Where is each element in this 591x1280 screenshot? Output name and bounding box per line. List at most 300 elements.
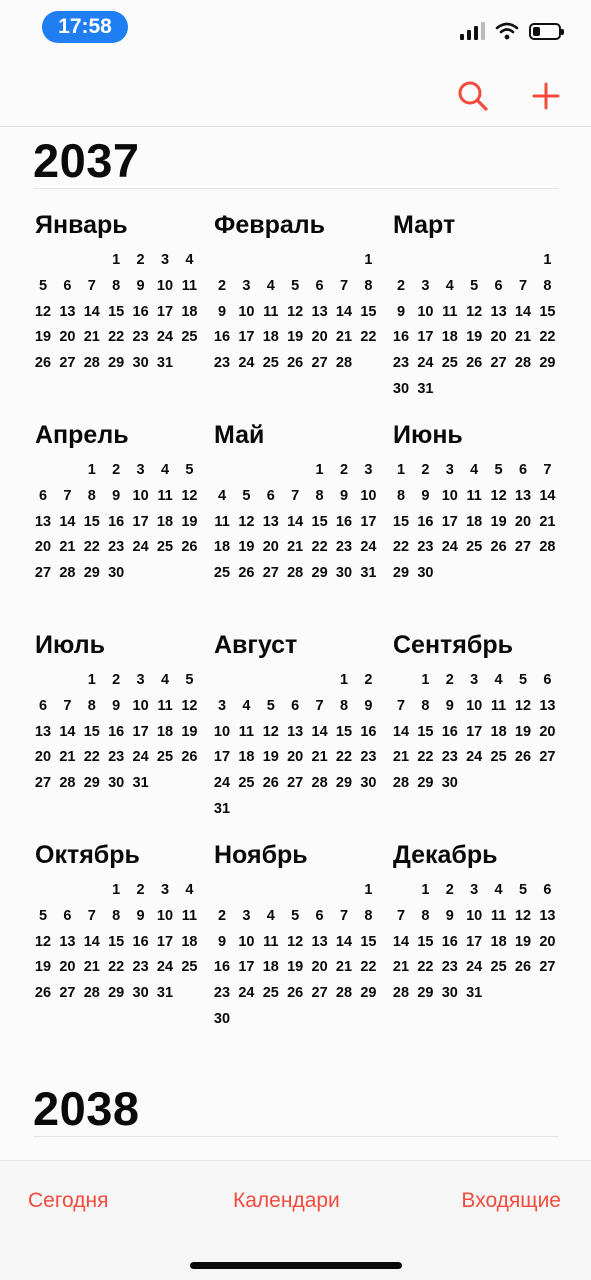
home-indicator[interactable] <box>190 1262 402 1269</box>
day-cell[interactable]: 29 <box>311 565 328 582</box>
day-cell[interactable]: 22 <box>108 959 125 976</box>
day-cell[interactable]: 26 <box>262 775 279 792</box>
day-cell[interactable]: 16 <box>108 513 125 530</box>
day-cell[interactable]: 21 <box>392 959 410 976</box>
day-cell[interactable]: 8 <box>339 697 349 714</box>
day-cell[interactable]: 3 <box>160 252 170 268</box>
day-cell[interactable]: 1 <box>112 882 121 898</box>
day-cell[interactable]: 15 <box>311 513 328 530</box>
day-cell[interactable]: 14 <box>335 303 353 320</box>
day-cell[interactable]: 25 <box>181 959 198 976</box>
day-cell[interactable]: 28 <box>287 565 304 582</box>
day-cell[interactable]: 16 <box>360 723 377 740</box>
day-cell[interactable]: 20 <box>287 749 304 766</box>
day-cell[interactable]: 12 <box>287 933 304 950</box>
day-cell[interactable]: 27 <box>490 355 507 372</box>
day-cell[interactable]: 24 <box>441 539 458 556</box>
day-cell[interactable]: 20 <box>311 959 328 976</box>
day-cell[interactable]: 9 <box>217 303 227 320</box>
day-cell[interactable]: 30 <box>213 1011 231 1027</box>
day-cell[interactable]: 2 <box>136 882 145 898</box>
day-cell[interactable]: 23 <box>108 749 125 766</box>
year-title[interactable]: 2038 <box>33 1082 140 1135</box>
day-cell[interactable]: 7 <box>87 907 96 924</box>
day-cell[interactable]: 25 <box>490 959 507 976</box>
day-cell[interactable]: 1 <box>339 672 349 688</box>
day-cell[interactable]: 25 <box>466 539 483 556</box>
day-cell[interactable]: 21 <box>539 513 556 530</box>
day-cell[interactable]: 8 <box>315 487 324 504</box>
calendars-tab[interactable]: Календари <box>233 1189 340 1212</box>
day-cell[interactable]: 24 <box>156 959 174 976</box>
day-cell[interactable]: 3 <box>242 907 251 924</box>
day-cell[interactable]: 23 <box>441 749 458 766</box>
day-cell[interactable]: 3 <box>364 462 373 478</box>
day-cell[interactable]: 18 <box>490 933 507 950</box>
month-name[interactable]: Март <box>393 211 456 239</box>
day-cell[interactable]: 12 <box>514 697 532 714</box>
day-cell[interactable]: 13 <box>539 697 556 714</box>
month-name[interactable]: Апрель <box>35 421 129 449</box>
day-cell[interactable]: 20 <box>539 723 556 740</box>
day-cell[interactable]: 18 <box>156 723 174 740</box>
day-cell[interactable]: 8 <box>421 907 430 924</box>
day-cell[interactable]: 24 <box>132 539 149 556</box>
day-cell[interactable]: 11 <box>214 513 230 530</box>
day-cell[interactable]: 10 <box>132 697 149 714</box>
day-cell[interactable]: 6 <box>266 487 275 504</box>
day-cell[interactable]: 5 <box>518 672 528 688</box>
day-cell[interactable]: 18 <box>441 329 458 346</box>
day-cell[interactable]: 15 <box>83 513 100 530</box>
day-cell[interactable]: 28 <box>539 539 556 556</box>
day-cell[interactable]: 12 <box>262 723 279 740</box>
day-cell[interactable]: 10 <box>156 277 174 294</box>
day-cell[interactable]: 30 <box>108 775 125 792</box>
day-cell[interactable]: 12 <box>181 697 198 714</box>
day-cell[interactable]: 2 <box>339 462 349 478</box>
day-cell[interactable]: 29 <box>417 775 434 792</box>
day-cell[interactable]: 1 <box>421 672 430 688</box>
day-cell[interactable]: 5 <box>266 697 275 714</box>
day-cell[interactable]: 21 <box>83 329 100 346</box>
day-cell[interactable]: 31 <box>417 381 434 397</box>
month-name[interactable]: Июнь <box>393 421 463 449</box>
day-cell[interactable]: 5 <box>494 462 503 478</box>
day-cell[interactable]: 28 <box>514 355 532 372</box>
day-cell[interactable]: 2 <box>136 252 145 268</box>
day-cell[interactable]: 13 <box>262 513 279 530</box>
day-cell[interactable]: 27 <box>59 985 76 1002</box>
day-cell[interactable]: 24 <box>360 539 377 556</box>
month-name[interactable]: Декабрь <box>393 841 498 869</box>
day-cell[interactable]: 23 <box>441 959 458 976</box>
day-cell[interactable]: 15 <box>417 723 434 740</box>
day-cell[interactable]: 11 <box>157 697 173 714</box>
day-cell[interactable]: 19 <box>514 723 532 740</box>
day-cell[interactable]: 1 <box>421 882 430 898</box>
day-cell[interactable]: 5 <box>185 462 194 478</box>
day-cell[interactable]: 11 <box>181 277 198 294</box>
day-cell[interactable]: 6 <box>518 462 528 478</box>
day-cell[interactable]: 11 <box>442 303 458 320</box>
day-cell[interactable]: 6 <box>291 697 300 714</box>
day-cell[interactable]: 13 <box>287 723 304 740</box>
day-cell[interactable]: 18 <box>213 539 231 556</box>
day-cell[interactable]: 5 <box>291 907 300 924</box>
day-cell[interactable]: 21 <box>335 329 353 346</box>
day-cell[interactable]: 17 <box>156 933 174 950</box>
day-cell[interactable]: 4 <box>160 672 170 688</box>
day-cell[interactable]: 24 <box>156 329 174 346</box>
day-cell[interactable]: 15 <box>392 513 410 530</box>
day-cell[interactable]: 7 <box>63 697 72 714</box>
day-cell[interactable]: 22 <box>360 329 377 346</box>
day-cell[interactable]: 29 <box>417 985 434 1002</box>
day-cell[interactable]: 2 <box>364 672 373 688</box>
day-cell[interactable]: 7 <box>518 277 528 294</box>
day-cell[interactable]: 11 <box>466 487 482 504</box>
day-cell[interactable]: 6 <box>63 277 72 294</box>
day-cell[interactable]: 10 <box>466 697 483 714</box>
day-cell[interactable]: 9 <box>112 487 121 504</box>
day-cell[interactable]: 25 <box>156 749 174 766</box>
day-cell[interactable]: 20 <box>34 539 52 556</box>
day-cell[interactable]: 11 <box>263 303 279 320</box>
day-cell[interactable]: 9 <box>339 487 349 504</box>
day-cell[interactable]: 29 <box>360 985 377 1002</box>
day-cell[interactable]: 17 <box>360 513 377 530</box>
day-cell[interactable]: 29 <box>108 355 125 372</box>
day-cell[interactable]: 30 <box>441 985 458 1002</box>
day-cell[interactable]: 20 <box>59 329 76 346</box>
day-cell[interactable]: 8 <box>364 277 373 294</box>
day-cell[interactable]: 23 <box>417 539 434 556</box>
day-cell[interactable]: 27 <box>34 565 52 582</box>
day-cell[interactable]: 4 <box>494 672 503 688</box>
day-cell[interactable]: 28 <box>335 355 353 372</box>
month-name[interactable]: Январь <box>35 211 128 239</box>
day-cell[interactable]: 15 <box>539 303 556 320</box>
day-cell[interactable]: 26 <box>238 565 255 582</box>
day-cell[interactable]: 14 <box>335 933 353 950</box>
day-cell[interactable]: 21 <box>287 539 304 556</box>
day-cell[interactable]: 10 <box>132 487 149 504</box>
day-cell[interactable]: 17 <box>466 723 483 740</box>
day-cell[interactable]: 29 <box>83 775 100 792</box>
day-cell[interactable]: 15 <box>360 303 377 320</box>
day-cell[interactable]: 27 <box>34 775 52 792</box>
day-cell[interactable]: 27 <box>514 539 532 556</box>
day-cell[interactable]: 27 <box>59 355 76 372</box>
day-cell[interactable]: 5 <box>185 672 194 688</box>
day-cell[interactable]: 6 <box>38 487 48 504</box>
day-cell[interactable]: 26 <box>514 749 532 766</box>
day-cell[interactable]: 13 <box>311 933 328 950</box>
day-cell[interactable]: 23 <box>392 355 410 372</box>
month-name[interactable]: Ноябрь <box>214 841 308 869</box>
day-cell[interactable]: 7 <box>315 697 324 714</box>
day-cell[interactable]: 7 <box>63 487 72 504</box>
day-cell[interactable]: 29 <box>83 565 100 582</box>
day-cell[interactable]: 28 <box>59 565 76 582</box>
day-cell[interactable]: 22 <box>311 539 328 556</box>
day-cell[interactable]: 22 <box>83 749 100 766</box>
day-cell[interactable]: 28 <box>311 775 328 792</box>
day-cell[interactable]: 1 <box>364 252 373 268</box>
day-cell[interactable]: 13 <box>514 487 532 504</box>
day-cell[interactable]: 7 <box>543 462 552 478</box>
day-cell[interactable]: 22 <box>83 539 100 556</box>
day-cell[interactable]: 30 <box>335 565 353 582</box>
day-cell[interactable]: 15 <box>417 933 434 950</box>
day-cell[interactable]: 17 <box>417 329 434 346</box>
day-cell[interactable]: 6 <box>543 882 552 898</box>
day-cell[interactable]: 19 <box>34 329 52 346</box>
day-cell[interactable]: 4 <box>494 882 503 898</box>
day-cell[interactable]: 10 <box>213 723 231 740</box>
day-cell[interactable]: 11 <box>157 487 173 504</box>
day-cell[interactable]: 3 <box>242 277 251 294</box>
day-cell[interactable]: 14 <box>83 933 100 950</box>
day-cell[interactable]: 16 <box>441 933 458 950</box>
day-cell[interactable]: 27 <box>539 749 556 766</box>
day-cell[interactable]: 4 <box>242 697 251 714</box>
day-cell[interactable]: 9 <box>112 697 121 714</box>
day-cell[interactable]: 13 <box>539 907 556 924</box>
day-cell[interactable]: 17 <box>132 723 149 740</box>
day-cell[interactable]: 21 <box>59 749 76 766</box>
day-cell[interactable]: 31 <box>213 801 231 817</box>
day-cell[interactable]: 1 <box>87 462 96 478</box>
day-cell[interactable]: 12 <box>34 933 52 950</box>
month-name[interactable]: Август <box>214 631 298 659</box>
add-event-button[interactable] <box>526 76 566 116</box>
month-name[interactable]: Февраль <box>214 211 326 239</box>
day-cell[interactable]: 2 <box>112 672 121 688</box>
day-cell[interactable]: 22 <box>392 539 410 556</box>
day-cell[interactable]: 29 <box>539 355 556 372</box>
day-cell[interactable]: 13 <box>490 303 507 320</box>
day-cell[interactable]: 26 <box>34 985 52 1002</box>
day-cell[interactable]: 17 <box>238 959 255 976</box>
day-cell[interactable]: 19 <box>287 959 304 976</box>
day-cell[interactable]: 3 <box>445 462 454 478</box>
day-cell[interactable]: 13 <box>34 513 52 530</box>
day-cell[interactable]: 17 <box>466 933 483 950</box>
day-cell[interactable]: 22 <box>108 329 125 346</box>
day-cell[interactable]: 26 <box>287 985 304 1002</box>
month-name[interactable]: Июль <box>35 631 105 659</box>
day-cell[interactable]: 27 <box>311 985 328 1002</box>
day-cell[interactable]: 6 <box>63 907 72 924</box>
day-cell[interactable]: 21 <box>83 959 100 976</box>
day-cell[interactable]: 20 <box>262 539 279 556</box>
day-cell[interactable]: 2 <box>396 277 406 294</box>
day-cell[interactable]: 30 <box>417 565 434 582</box>
day-cell[interactable]: 22 <box>539 329 556 346</box>
day-cell[interactable]: 28 <box>392 985 410 1002</box>
search-button[interactable] <box>453 76 493 116</box>
day-cell[interactable]: 31 <box>156 355 174 372</box>
day-cell[interactable]: 26 <box>514 959 532 976</box>
day-cell[interactable]: 28 <box>83 985 100 1002</box>
day-cell[interactable]: 27 <box>287 775 304 792</box>
day-cell[interactable]: 10 <box>156 907 174 924</box>
day-cell[interactable]: 4 <box>470 462 479 478</box>
day-cell[interactable]: 1 <box>112 252 121 268</box>
day-cell[interactable]: 11 <box>490 697 507 714</box>
day-cell[interactable]: 1 <box>87 672 96 688</box>
day-cell[interactable]: 16 <box>213 329 231 346</box>
day-cell[interactable]: 7 <box>396 907 406 924</box>
day-cell[interactable]: 31 <box>466 985 483 1002</box>
day-cell[interactable]: 19 <box>490 513 507 530</box>
day-cell[interactable]: 16 <box>132 303 149 320</box>
day-cell[interactable]: 10 <box>238 933 255 950</box>
day-cell[interactable]: 28 <box>392 775 410 792</box>
day-cell[interactable]: 12 <box>514 907 532 924</box>
day-cell[interactable]: 9 <box>136 907 145 924</box>
day-cell[interactable]: 26 <box>181 539 198 556</box>
day-cell[interactable]: 24 <box>238 985 255 1002</box>
day-cell[interactable]: 29 <box>392 565 410 582</box>
day-cell[interactable]: 1 <box>315 462 324 478</box>
day-cell[interactable]: 28 <box>83 355 100 372</box>
day-cell[interactable]: 8 <box>396 487 406 504</box>
day-cell[interactable]: 8 <box>364 907 373 924</box>
day-cell[interactable]: 11 <box>263 933 279 950</box>
day-cell[interactable]: 22 <box>360 959 377 976</box>
day-cell[interactable]: 17 <box>238 329 255 346</box>
day-cell[interactable]: 30 <box>132 985 149 1002</box>
day-cell[interactable]: 27 <box>311 355 328 372</box>
day-cell[interactable]: 12 <box>238 513 255 530</box>
day-cell[interactable]: 17 <box>441 513 458 530</box>
day-cell[interactable]: 21 <box>392 749 410 766</box>
day-cell[interactable]: 14 <box>59 723 76 740</box>
day-cell[interactable]: 23 <box>335 539 353 556</box>
day-cell[interactable]: 5 <box>242 487 251 504</box>
day-cell[interactable]: 11 <box>490 907 507 924</box>
day-cell[interactable]: 30 <box>360 775 377 792</box>
day-cell[interactable]: 31 <box>132 775 149 792</box>
day-cell[interactable]: 18 <box>466 513 483 530</box>
day-cell[interactable]: 27 <box>539 959 556 976</box>
day-cell[interactable]: 2 <box>445 672 454 688</box>
day-cell[interactable]: 24 <box>466 959 483 976</box>
day-cell[interactable]: 15 <box>108 933 125 950</box>
day-cell[interactable]: 18 <box>238 749 255 766</box>
day-cell[interactable]: 20 <box>311 329 328 346</box>
day-cell[interactable]: 14 <box>539 487 556 504</box>
day-cell[interactable]: 4 <box>445 277 454 294</box>
day-cell[interactable]: 26 <box>34 355 52 372</box>
day-cell[interactable]: 29 <box>108 985 125 1002</box>
day-cell[interactable]: 14 <box>311 723 328 740</box>
day-cell[interactable]: 3 <box>160 882 170 898</box>
day-cell[interactable]: 7 <box>291 487 300 504</box>
status-time[interactable]: 17:58 <box>42 11 128 43</box>
day-cell[interactable]: 31 <box>156 985 174 1002</box>
day-cell[interactable]: 14 <box>392 723 410 740</box>
day-cell[interactable]: 26 <box>287 355 304 372</box>
day-cell[interactable]: 26 <box>466 355 483 372</box>
day-cell[interactable]: 9 <box>136 277 145 294</box>
day-cell[interactable]: 6 <box>315 907 324 924</box>
day-cell[interactable]: 10 <box>238 303 255 320</box>
day-cell[interactable]: 12 <box>34 303 52 320</box>
day-cell[interactable]: 19 <box>181 513 198 530</box>
day-cell[interactable]: 23 <box>108 539 125 556</box>
day-cell[interactable]: 9 <box>217 933 227 950</box>
day-cell[interactable]: 27 <box>262 565 279 582</box>
day-cell[interactable]: 3 <box>470 882 479 898</box>
day-cell[interactable]: 25 <box>156 539 174 556</box>
day-cell[interactable]: 19 <box>514 933 532 950</box>
day-cell[interactable]: 3 <box>217 697 227 714</box>
day-cell[interactable]: 14 <box>514 303 532 320</box>
day-cell[interactable]: 16 <box>132 933 149 950</box>
day-cell[interactable]: 29 <box>335 775 353 792</box>
day-cell[interactable]: 7 <box>396 697 406 714</box>
day-cell[interactable]: 30 <box>441 775 458 792</box>
day-cell[interactable]: 16 <box>213 959 231 976</box>
day-cell[interactable]: 2 <box>217 907 227 924</box>
day-cell[interactable]: 18 <box>181 933 198 950</box>
day-cell[interactable]: 22 <box>335 749 353 766</box>
day-cell[interactable]: 19 <box>466 329 483 346</box>
day-cell[interactable]: 9 <box>421 487 430 504</box>
day-cell[interactable]: 3 <box>136 672 145 688</box>
day-cell[interactable]: 13 <box>59 303 76 320</box>
day-cell[interactable]: 21 <box>514 329 532 346</box>
day-cell[interactable]: 24 <box>213 775 231 792</box>
day-cell[interactable]: 30 <box>392 381 410 397</box>
day-cell[interactable]: 25 <box>262 355 279 372</box>
day-cell[interactable]: 1 <box>364 882 373 898</box>
day-cell[interactable]: 20 <box>34 749 52 766</box>
day-cell[interactable]: 20 <box>490 329 507 346</box>
day-cell[interactable]: 18 <box>181 303 198 320</box>
month-name[interactable]: Май <box>214 421 265 449</box>
day-cell[interactable]: 8 <box>543 277 552 294</box>
day-cell[interactable]: 4 <box>185 882 194 898</box>
day-cell[interactable]: 23 <box>132 329 149 346</box>
day-cell[interactable]: 14 <box>287 513 304 530</box>
day-cell[interactable]: 13 <box>59 933 76 950</box>
month-name[interactable]: Октябрь <box>35 841 140 869</box>
day-cell[interactable]: 19 <box>287 329 304 346</box>
day-cell[interactable]: 24 <box>466 749 483 766</box>
day-cell[interactable]: 6 <box>494 277 503 294</box>
day-cell[interactable]: 23 <box>360 749 377 766</box>
day-cell[interactable]: 30 <box>108 565 125 582</box>
day-cell[interactable]: 24 <box>132 749 149 766</box>
day-cell[interactable]: 10 <box>466 907 483 924</box>
day-cell[interactable]: 16 <box>441 723 458 740</box>
day-cell[interactable]: 2 <box>445 882 454 898</box>
day-cell[interactable]: 19 <box>181 723 198 740</box>
day-cell[interactable]: 19 <box>238 539 255 556</box>
day-cell[interactable]: 1 <box>543 252 552 268</box>
day-cell[interactable]: 8 <box>87 487 96 504</box>
day-cell[interactable]: 28 <box>335 985 353 1002</box>
day-cell[interactable]: 22 <box>417 959 434 976</box>
day-cell[interactable]: 25 <box>441 355 458 372</box>
day-cell[interactable]: 1 <box>396 462 406 478</box>
day-cell[interactable]: 6 <box>315 277 324 294</box>
